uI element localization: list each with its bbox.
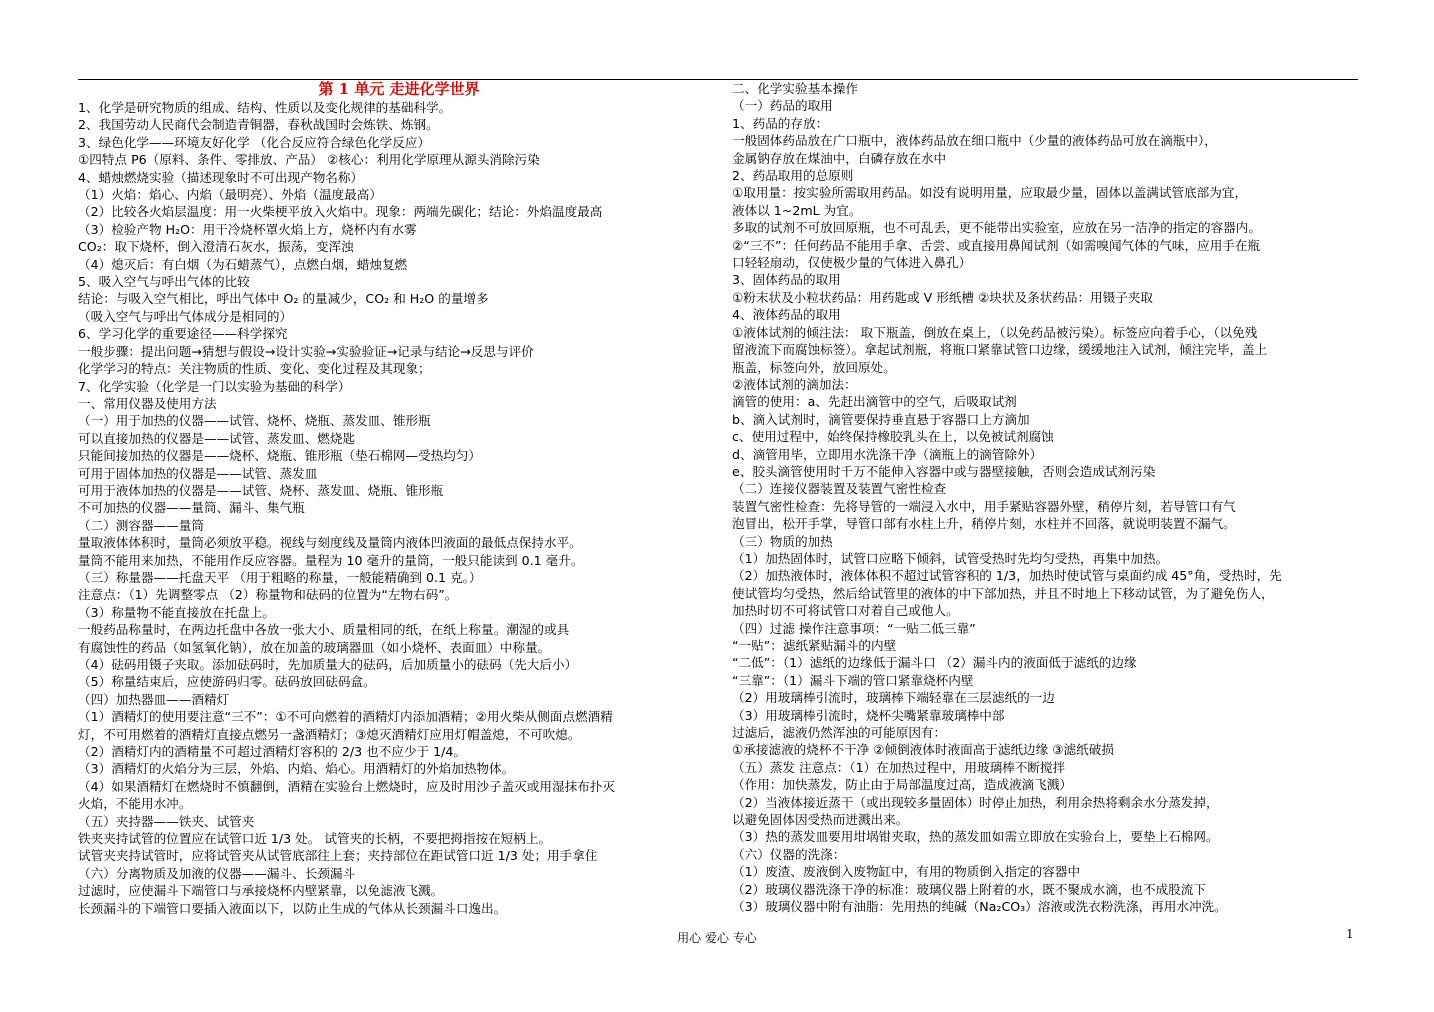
text-line: 装置气密性检查：先将导管的一端浸入水中，用手紧贴容器外壁，稍停片刻，若导管口有气 bbox=[732, 498, 1236, 514]
text-line: e、胶头滴管使用时千万不能伸入容器中或与器壁接触，否则会造成试剂污染 bbox=[732, 463, 1156, 479]
text-line: 1、药品的存放： bbox=[732, 115, 829, 131]
text-line: （1）酒精灯的使用要注意“三不”：①不可向燃着的酒精灯内添加酒精；②用火柴从侧面点燃酒精 bbox=[78, 709, 613, 725]
text-line: 3、绿色化学——环境友好化学 （化合反应符合绿色化学反应） bbox=[78, 134, 431, 150]
text-line: 5、吸入空气与呼出气体的比较 bbox=[78, 274, 250, 290]
text-line: ①液体试剂的倾注法： 取下瓶盖，倒放在桌上，（以免药品被污染）。标签应向着手心，（以免残 bbox=[732, 324, 1258, 340]
text-line: 滴管的使用：a、先赶出滴管中的空气，后吸取试剂 bbox=[732, 394, 1017, 410]
text-line: 以避免固体因受热而迸溅出来。 bbox=[732, 812, 909, 828]
text-line: （3）酒精灯的火焰分为三层，外焰、内焰、焰心。用酒精灯的外焰加热物体。 bbox=[78, 761, 515, 777]
text-line: （四）加热器皿——酒精灯 bbox=[78, 691, 230, 707]
right-column bbox=[732, 80, 1362, 916]
text-line: “二低”：（1）滤纸的边缘低于漏斗口 （2）漏斗内的液面低于滤纸的边缘 bbox=[732, 655, 1137, 671]
text-line: 一般步骤：提出问题→猜想与假设→设计实验→实验验证→记录与结论→反思与评价 bbox=[78, 343, 534, 359]
text-line: 量筒不能用来加热，不能用作反应容器。量程为 10 毫升的量筒，一般只能读到 0.1 毫升。 bbox=[78, 552, 584, 568]
text-line: 2、药品取用的总原则 bbox=[732, 168, 854, 184]
text-line: 只能间接加热的仪器是——烧杯、烧瓶、锥形瓶（垫石棉网—受热均匀） bbox=[78, 448, 481, 464]
text-line: 1、化学是研究物质的组成、结构、性质以及变化规律的基础科学。 bbox=[78, 100, 452, 115]
text-line: （二）测容器——量筒 bbox=[78, 517, 204, 533]
text-line: 一般固体药品放在广口瓶中，液体药品放在细口瓶中（少量的液体药品可放在滴瓶中）， bbox=[732, 133, 1217, 149]
text-line: （2）玻璃仪器洗涤干净的标准：玻璃仪器上附着的水，既不聚成水滴，也不成股流下 bbox=[732, 881, 1206, 897]
text-line: （1）废渣、废液倒入废物缸中，有用的物质倒入指定的容器中 bbox=[732, 864, 1081, 880]
text-line: 有腐蚀性的药品（如氢氧化钠），放在加盖的玻璃器皿（如小烧杯、表面皿）中称量。 bbox=[78, 639, 551, 655]
text-line: 过滤时，应使漏斗下端管口与承接烧杯内壁紧靠，以免滤液飞溅。 bbox=[78, 883, 444, 899]
page-number: 1 bbox=[1346, 927, 1354, 941]
text-line: （1）加热固体时，试管口应略下倾斜，试管受热时先均匀受热，再集中加热。 bbox=[732, 550, 1169, 566]
text-line: 4、蜡烛燃烧实验（描述现象时不可出现产物名称） bbox=[78, 169, 364, 185]
text-line: （六）仪器的洗涤： bbox=[732, 846, 846, 862]
text-line: 液体以 1~2mL 为宜。 bbox=[732, 202, 862, 218]
text-line: “一贴”：滤纸紧贴漏斗的内壁 bbox=[732, 638, 897, 653]
text-line: （1）火焰：焰心、内焰（最明亮）、外焰（温度最高） bbox=[78, 187, 382, 203]
text-line: （2）当液体接近蒸干（或出现较多量固体）时停止加热，利用余热将剩余水分蒸发掉， bbox=[732, 794, 1219, 810]
text-line: 铁夹夹持试管的位置应在试管口近 1/3 处。 试管夹的长柄，不要把拇指按在短柄上。 bbox=[78, 831, 552, 847]
text-line: 二、化学实验基本操作 bbox=[732, 81, 858, 96]
text-line: （4）如果酒精灯在燃烧时不慎翻倒，酒精在实验台上燃烧时，应及时用沙子盖灭或用湿抹布扑灭 bbox=[78, 778, 615, 794]
text-line: （作用：加快蒸发，防止由于局部温度过高，造成液滴飞溅） bbox=[732, 777, 1073, 793]
text-line: （一）用于加热的仪器——试管、烧杯、烧瓶、蒸发皿、锥形瓶 bbox=[78, 413, 431, 429]
text-line: 使试管均匀受热，然后给试管里的液体的中下部加热，并且不时地上下移动试管，为了避免伤人， bbox=[732, 585, 1274, 601]
text-line: （五）夹持器——铁夹、试管夹 bbox=[78, 813, 255, 829]
text-line: （吸入空气与呼出气体成分是相同的） bbox=[78, 308, 293, 324]
text-line: （三）称量器——托盘天平 （用于粗略的称量，一般能精确到 0.1 克。） bbox=[78, 569, 482, 585]
text-line: （4）熄灭后：有白烟（为石蜡蒸气），点燃白烟，蜡烛复燃 bbox=[78, 256, 408, 272]
unit-title: 第 1 单元 走进化学世界 bbox=[318, 80, 480, 98]
text-line: 金属钠存放在煤油中，白磷存放在水中 bbox=[732, 150, 947, 166]
text-line: 火焰，不能用水冲。 bbox=[78, 796, 192, 812]
text-line: （五）蒸发 注意点：（1）在加热过程中，用玻璃棒不断搅拌 bbox=[732, 759, 1066, 775]
left-column bbox=[78, 80, 720, 917]
text-line: ①承接滤液的烧杯不干净 ②倾倒液体时液面高于滤纸边缘 ③滤纸破损 bbox=[732, 742, 1114, 758]
text-line: “三靠”：（1）漏斗下端的管口紧靠烧杯内壁 bbox=[732, 672, 974, 688]
text-line: 4、液体药品的取用 bbox=[732, 307, 841, 323]
text-line: （六）分离物质及加液的仪器——漏斗、长颈漏斗 bbox=[78, 865, 356, 881]
text-line: 加热时切不可将试管口对着自己或他人。 bbox=[732, 603, 959, 619]
text-line: （3）用玻璃棒引流时，烧杯尖嘴紧靠玻璃棒中部 bbox=[732, 707, 1005, 723]
text-line: （二）连接仪器装置及装置气密性检查 bbox=[732, 481, 947, 497]
text-line: 结论：与吸入空气相比，呼出气体中 O₂ 的量减少，CO₂ 和 H₂O 的量增多 bbox=[78, 291, 489, 307]
left-text-block bbox=[78, 99, 720, 917]
text-line: （3）称量物不能直接放在托盘上。 bbox=[78, 604, 275, 620]
text-line: 可以直接加热的仪器是——试管、蒸发皿、燃烧匙 bbox=[78, 430, 356, 446]
text-line: （2）比较各火焰层温度：用一火柴梗平放入火焰中。现象：两端先碳化；结论：外焰温度最高 bbox=[78, 204, 603, 220]
text-line: 泡冒出，松开手掌，导管口部有水柱上升，稍停片刻，水柱并不回落，就说明装置不漏气。 bbox=[732, 516, 1236, 532]
text-line: 注意点：（1）先调整零点 （2）称量物和砝码的位置为“左物右码”。 bbox=[78, 587, 458, 603]
text-line: d、滴管用毕，立即用水洗涤干净（滴瓶上的滴管除外） bbox=[732, 446, 1043, 462]
text-line: （三）物质的加热 bbox=[732, 533, 833, 549]
text-line: 多取的试剂不可放回原瓶，也不可乱丢，更不能带出实验室，应放在另一洁净的指定的容器内。 bbox=[732, 220, 1261, 236]
text-line: ①粉末状及小粒状药品：用药匙或 V 形纸槽 ②块状及条状药品：用镊子夹取 bbox=[732, 289, 1154, 305]
text-line: （四）过滤 操作注意事项：“一贴二低三靠” bbox=[732, 620, 976, 636]
text-line: 化学学习的特点：关注物质的性质、变化、变化过程及其现象； bbox=[78, 361, 431, 377]
text-line: 2、我国劳动人民商代会制造青铜器，春秋战国时会炼铁、炼钢。 bbox=[78, 117, 439, 133]
text-line: （3）检验产物 H₂O：用干冷烧杯罩火焰上方，烧杯内有水雾 bbox=[78, 221, 417, 237]
right-text-block bbox=[732, 80, 1362, 916]
text-line: 一般药品称量时，在两边托盘中各放一张大小、质量相同的纸，在纸上称量。潮湿的或具 bbox=[78, 622, 570, 638]
text-line: 量取液体体积时，量筒必须放平稳。视线与刻度线及量筒内液体凹液面的最低点保持水平。 bbox=[78, 535, 582, 551]
text-line: 不可加热的仪器——量筒、漏斗、集气瓶 bbox=[78, 500, 305, 516]
text-line: （2）加热液体时，液体体积不超过试管容积的 1/3，加热时使试管与桌面约成 45°角，受热时，先 bbox=[732, 568, 1282, 584]
text-line: 3、固体药品的取用 bbox=[732, 272, 841, 288]
text-line: （2）酒精灯内的酒精量不可超过酒精灯容积的 2/3 也不应少于 1/4。 bbox=[78, 744, 466, 760]
text-line: （2）用玻璃棒引流时，玻璃棒下端轻靠在三层滤纸的一边 bbox=[732, 690, 1055, 706]
text-line: b、滴入试剂时，滴管要保持垂直悬于容器口上方滴加 bbox=[732, 411, 1030, 427]
text-line: 留液流下而腐蚀标签）。拿起试剂瓶，将瓶口紧靠试管口边缘，缓缓地注入试剂，倾注完毕，盖上 bbox=[732, 342, 1268, 358]
text-line: 口轻轻扇动，仅使极少量的气体进入鼻孔） bbox=[732, 255, 972, 271]
text-line: CO₂：取下烧杯，倒入澄清石灰水，振荡，变浑浊 bbox=[78, 239, 354, 255]
text-line: 瓶盖，标签向外，放回原处。 bbox=[732, 359, 896, 375]
text-line: 灯，不可用燃着的酒精灯直接点燃另一盏酒精灯；③熄灭酒精灯应用灯帽盖熄，不可吹熄。 bbox=[78, 726, 581, 742]
text-line: 过滤后，滤液仍然浑浊的可能原因有： bbox=[732, 725, 947, 741]
text-line: 长颈漏斗的下端管口要插入液面以下，以防止生成的气体从长颈漏斗口逸出。 bbox=[78, 900, 507, 916]
text-line: （5）称量结束后，应使游码归零。砝码放回砝码盒。 bbox=[78, 674, 376, 690]
text-line: （3）热的蒸发皿要用坩埚钳夹取，热的蒸发皿如需立即放在实验台上，要垫上石棉网。 bbox=[732, 829, 1219, 845]
text-line: 一、常用仪器及使用方法 bbox=[78, 395, 217, 411]
text-line: ②液体试剂的滴加法： bbox=[732, 376, 857, 392]
text-line: ②“三不”：任何药品不能用手拿、舌尝、或直接用鼻闻试剂（如需嗅闻气体的气味，应用手在瓶 bbox=[732, 237, 1261, 253]
text-line: ①取用量：按实验所需取用药品。如没有说明用量，应取最少量，固体以盖满试管底部为宜， bbox=[732, 185, 1248, 201]
text-line: 7、化学实验（化学是一门以实验为基础的科学） bbox=[78, 378, 351, 394]
text-line: ①四特点 P6（原料、条件、零排放、产品） ②核心：利用化学原理从源头消除污染 bbox=[78, 152, 540, 168]
text-line: 可用于液体加热的仪器是——试管、烧杯、蒸发皿、烧瓶、锥形瓶 bbox=[78, 482, 444, 498]
page-footer: 用心 爱心 专心 bbox=[677, 931, 757, 945]
text-line: （一）药品的取用 bbox=[732, 98, 833, 114]
text-line: （4）砝码用镊子夹取。添加砝码时，先加质量大的砝码，后加质量小的砝码（先大后小） bbox=[78, 657, 578, 672]
text-line: c、使用过程中，始终保持橡胶乳头在上，以免被试剂腐蚀 bbox=[732, 429, 1054, 445]
text-line: （3）玻璃仪器中附有油脂：先用热的纯碱（Na₂CO₃）溶液或洗衣粉洗涤，再用水冲洗。 bbox=[732, 899, 1227, 915]
text-line: 6、学习化学的重要途径——科学探究 bbox=[78, 326, 288, 342]
text-line: 可用于固体加热的仪器是——试管、蒸发皿 bbox=[78, 465, 318, 481]
text-line: 试管夹夹持试管时，应将试管夹从试管底部往上套；夹持部位在距试管口近 1/3 处；用手拿住 bbox=[78, 848, 598, 864]
